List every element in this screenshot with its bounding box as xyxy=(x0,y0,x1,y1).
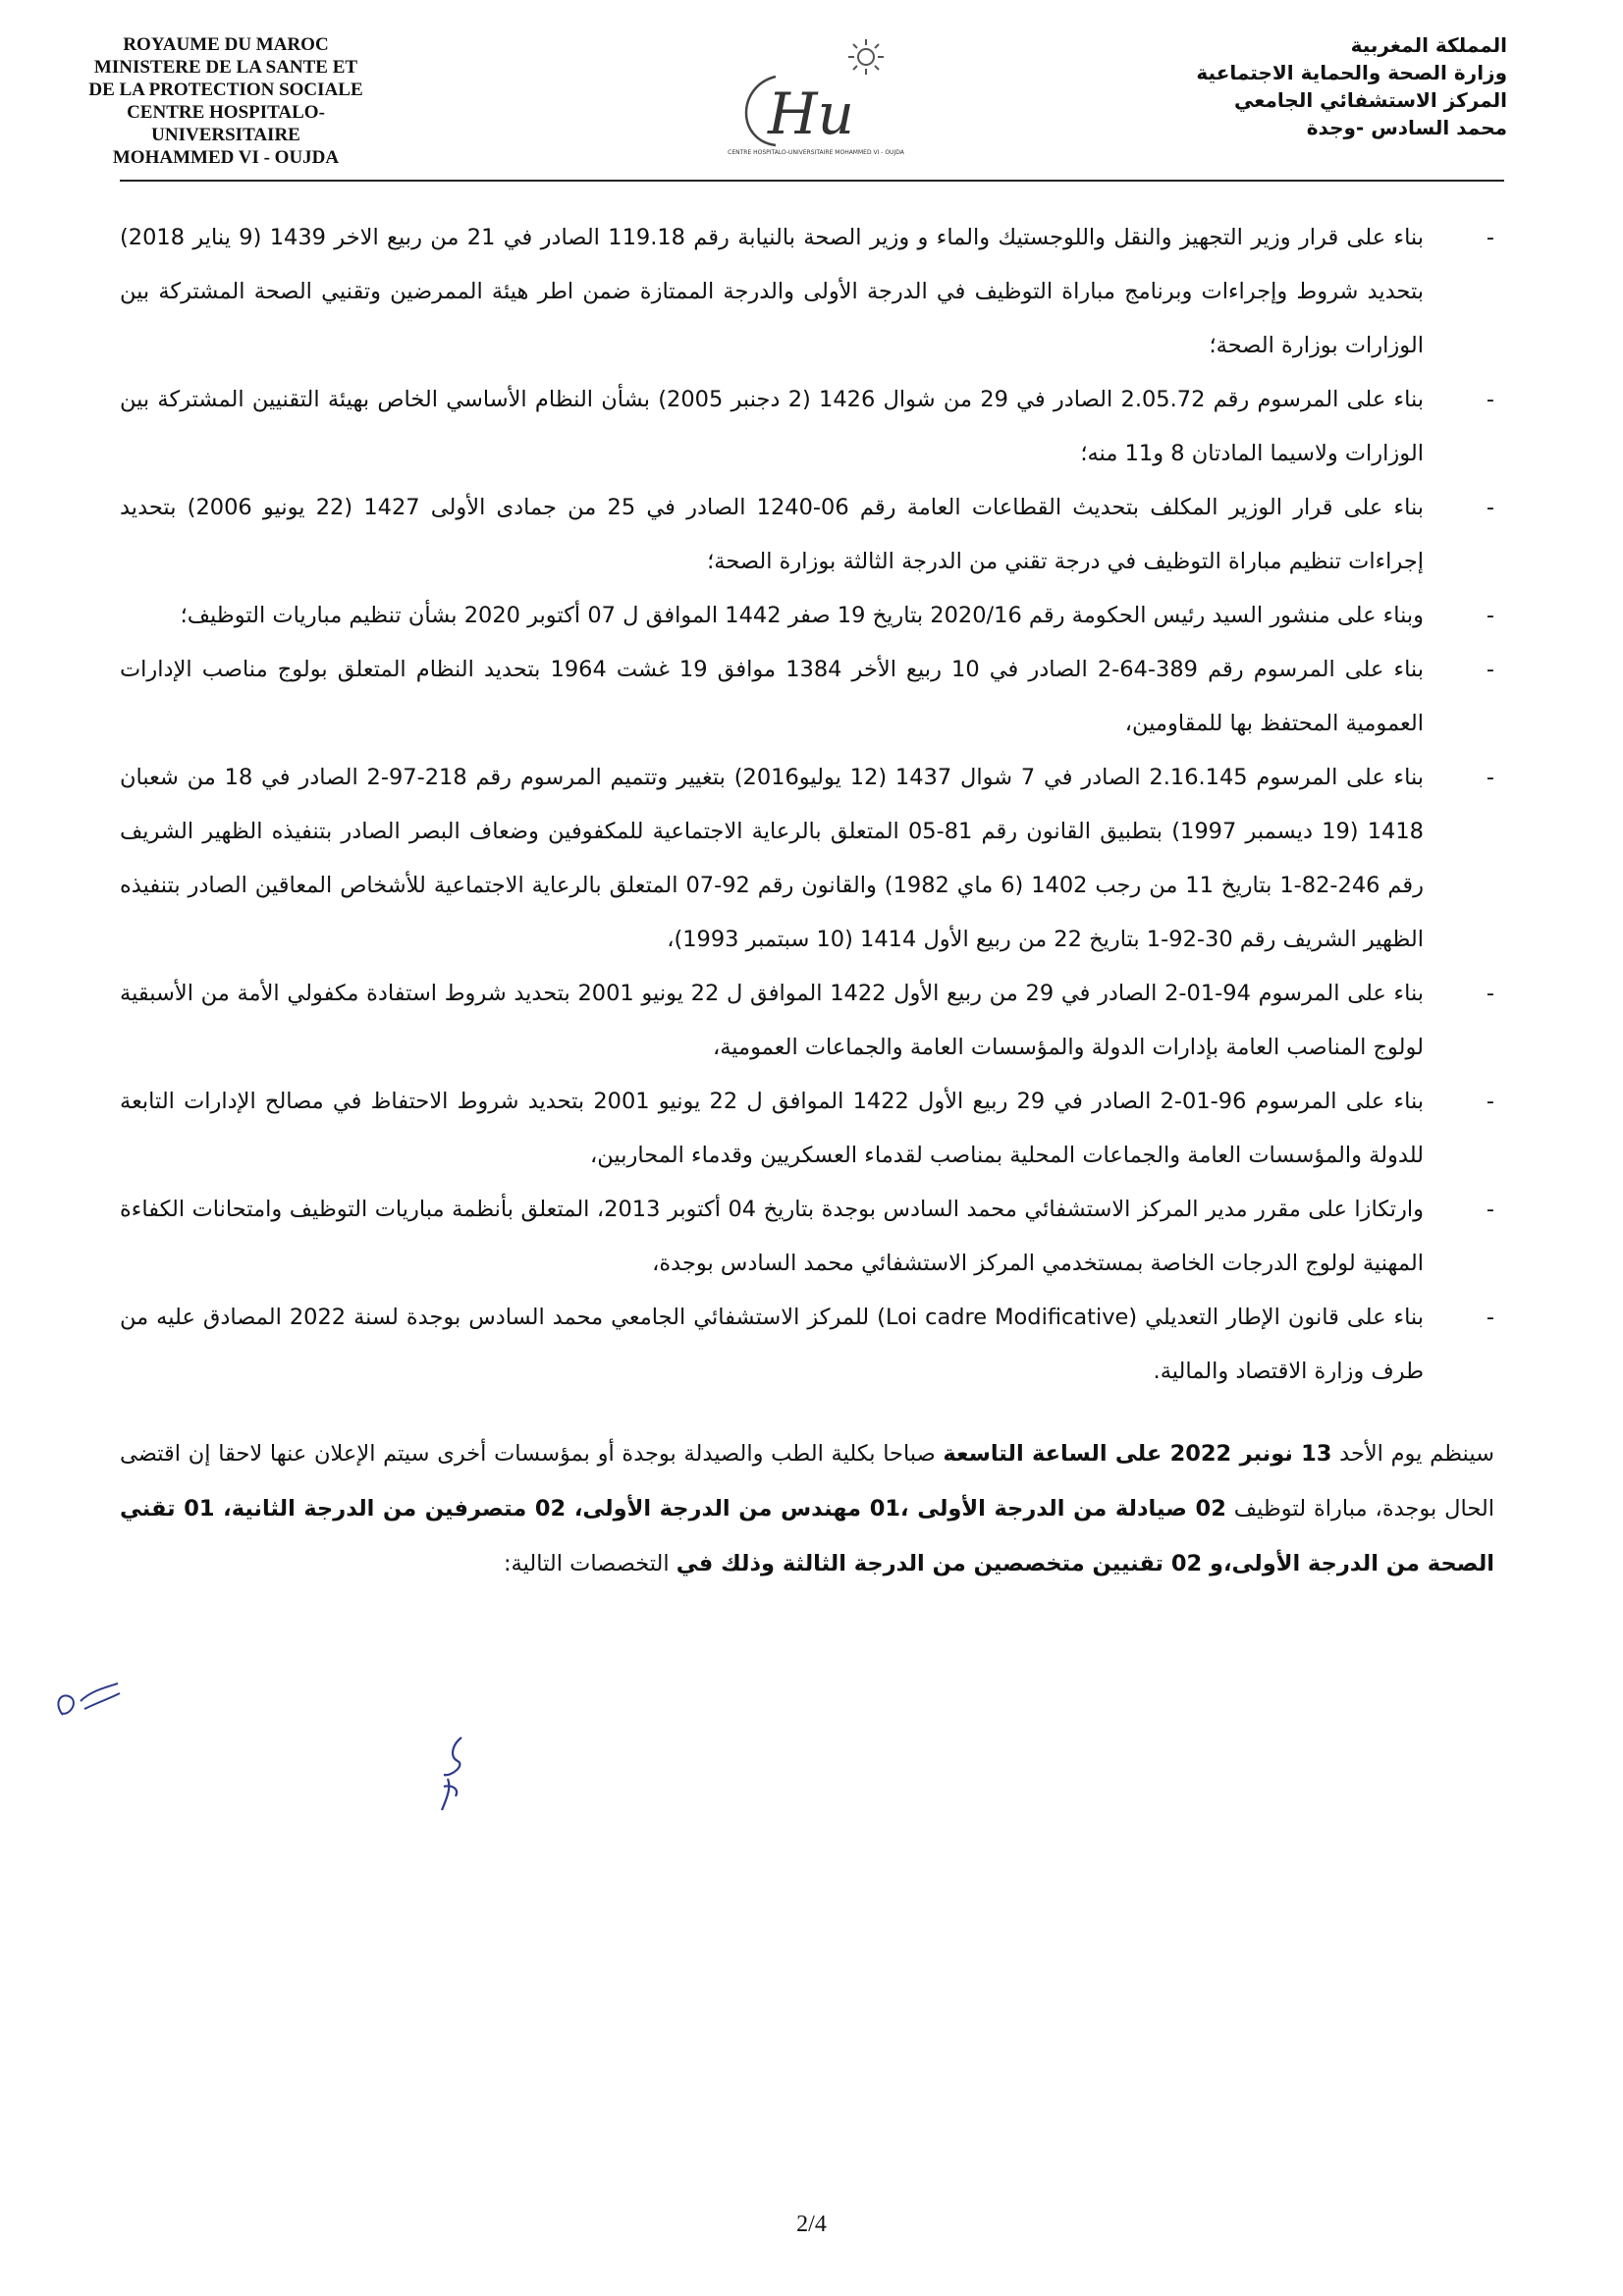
ar-line: وزارة الصحة والحماية الاجتماعية xyxy=(1196,61,1507,84)
dash-bullet: - xyxy=(1486,495,1494,520)
list-item-text: بناء على المرسوم رقم 389-64-2 الصادر في 10 ربيع الأخر 1384 موافق 19 غشت 1964 بتحديد النظام المتعلق بولوج مناصب الإدارات العمومية المحتفظ بها للمقاومين، xyxy=(120,657,1424,736)
fr-line: MINISTERE DE LA SANTE ET xyxy=(93,57,358,78)
dash-bullet: - xyxy=(1486,387,1494,412)
page-number: 2/4 xyxy=(796,2212,827,2237)
sun-icon xyxy=(848,39,884,75)
letterhead xyxy=(0,0,1623,182)
list-item-text: بناء على المرسوم 2.16.145 الصادر في 7 شوال 1437 (12 يوليو2016) بتغيير وتتميم المرسوم رقم 218-97-2 الصادر في 18 من شعبان 1418 (19 ديسمبر 1997) بتطبيق القانون رقم 81-05 المتعلق بالرعاية الاجتماعية للمكفوفين وضعاف البصر الصادر بتنفيذه الظهير الشريف رقم 246-82-1 بتاريخ 11 من رجب 1402 (6 ماي 1982) والقانون رقم 92-07 المتعلق بالرعاية الاجتماعية للأشخاص المعاقين الصادر بتنفيذه الظهير الشريف رقم 30-92-1 بتاريخ 22 من ربيع الأول 1414 (10 سبتمبر 1993)، xyxy=(120,765,1425,952)
list-item-text: بناء على المرسوم 94-01-2 الصادر في 29 من ربيع الأول 1422 الموافق ل 22 يونيو 2001 بتحديد شروط استفادة مكفولي الأمة من الأسبقية لولوج المناصب العامة بإدارات الدولة والمؤسسات العامة والجماعات العمومية، xyxy=(120,981,1424,1060)
list-item xyxy=(120,1075,1494,1183)
paragraph-text: صباحا بكلية الطب والصيدلة بوجدة أو بمؤسسات أخرى سيتم الإعلان عنها لاحقا إن اقتضى الحال بوجدة، مباراة لتوظيف xyxy=(120,1441,1494,1522)
dash-bullet: - xyxy=(1486,1089,1494,1114)
list-item-text: بناء على قانون الإطار التعديلي (Loi cadre Modificative) للمركز الاستشفائي الجامعي محمد السادس بوجدة لسنة 2022 المصادق عليه من طرف وزارة الاقتصاد والمالية. xyxy=(120,1305,1424,1384)
svg-text:Hu: Hu xyxy=(768,80,854,147)
paragraph-text: التخصصات التالية: xyxy=(503,1551,676,1576)
list-item xyxy=(120,211,1494,373)
handwritten-initial xyxy=(51,1674,130,1728)
list-item-text: بناء على قرار وزير التجهيز والنقل واللوجستيك والماء و وزير الصحة بالنيابة رقم 119.18 الصادر في 21 من ربيع الاخر 1439 (9 يناير 2018) بتحديد شروط وإجراءات وبرنامج مباراة التوظيف في الدرجة الأولى والدرجة الممتازة ضمن اطر هيئة الممرضين وتقنيي الصحة المشتركة بين الوزارات بوزارة الصحة؛ xyxy=(120,225,1424,358)
list-item xyxy=(120,643,1494,751)
ar-line: المملكة المغربية xyxy=(1350,33,1507,57)
dash-bullet: - xyxy=(1486,1197,1494,1222)
document-body xyxy=(120,211,1494,1614)
header-divider xyxy=(120,180,1504,182)
dash-bullet: - xyxy=(1486,981,1494,1006)
list-item xyxy=(120,1183,1494,1291)
ar-line: محمد السادس -وجدة xyxy=(1306,116,1507,139)
list-item-text: بناء على قرار الوزير المكلف بتحديث القطاعات العامة رقم 06-1240 الصادر في 25 من جمادى الأولى 1427 (22 يونيو 2006) بتحديد إجراءات تنظيم مباراة التوظيف في درجة تقني من الدرجة الثالثة بوزارة الصحة؛ xyxy=(120,495,1424,574)
french-institution-header xyxy=(79,33,373,169)
list-item-text: بناء على المرسوم رقم 2.05.72 الصادر في 29 من شوال 1426 (2 دجنبر 2005) بشأن النظام الأساسي الخاص بهيئة التقنيين المشتركة بين الوزارات ولاسيما المادتان 8 و11 منه؛ xyxy=(120,387,1425,466)
list-item xyxy=(120,481,1494,589)
fr-line: DE LA PROTECTION SOCIALE xyxy=(88,80,363,100)
arabic-institution-header xyxy=(1193,31,1507,141)
paragraph-text: سينظم يوم الأحد xyxy=(1331,1441,1494,1467)
fr-line: ROYAUME DU MAROC xyxy=(123,34,329,55)
logo-caption: CENTRE HOSPITALO-UNIVERSITAIRE MOHAMMED VI - OUJDA xyxy=(728,149,904,156)
list-item xyxy=(120,1291,1494,1399)
list-item xyxy=(120,967,1494,1075)
list-item xyxy=(120,373,1494,481)
dash-bullet: - xyxy=(1486,603,1494,628)
list-item xyxy=(120,751,1494,967)
list-item-text: بناء على المرسوم 96-01-2 الصادر في 29 ربيع الأول 1422 الموافق ل 22 يونيو 2001 بتحديد شروط الاحتفاظ في مصالح الإدارات التابعة للدولة والمؤسسات العامة والجماعات المحلية بمناصب لقدماء العسكريين وقدماء المحاربين، xyxy=(120,1089,1425,1168)
handwritten-signature xyxy=(422,1728,491,1816)
fr-line: CENTRE HOSPITALO-UNIVERSITAIRE xyxy=(127,102,325,145)
dash-bullet: - xyxy=(1486,225,1494,250)
fr-line: MOHAMMED VI - OUJDA xyxy=(112,147,340,168)
list-item-text: وبناء على منشور السيد رئيس الحكومة رقم 2020/16 بتاريخ 19 صفر 1442 الموافق ل 07 أكتوبر 2020 بشأن تنظيم مباريات التوظيف؛ xyxy=(180,603,1424,628)
dash-bullet: - xyxy=(1486,657,1494,682)
dash-bullet: - xyxy=(1486,1305,1494,1330)
paragraph-bold-positions: 02 صيادلة من الدرجة الأولى ،01 مهندس من الدرجة الأولى، 02 متصرفين من الدرجة الثانية، 01 تقني الصحة من الدرجة الأولى،و 02 تقنيين متخصصين من الدرجة الثالثة وذلك في xyxy=(120,1496,1494,1576)
dash-bullet: - xyxy=(1486,765,1494,790)
paragraph-bold-date: 13 نونبر 2022 على الساعة التاسعة xyxy=(943,1441,1332,1467)
legal-references-list xyxy=(120,211,1494,1399)
list-item-text: وارتكازا على مقرر مدير المركز الاستشفائي محمد السادس بوجدة بتاريخ 04 أكتوبر 2013، المتعلق بأنظمة مباريات التوظيف وامتحانات الكفاءة المهنية لولوج الدرجات الخاصة بمستخدمي المركز الاستشفائي محمد السادس بوجدة، xyxy=(120,1197,1424,1276)
list-item xyxy=(120,589,1494,643)
announcement-paragraph xyxy=(120,1426,1494,1591)
ar-line: المركز الاستشفائي الجامعي xyxy=(1234,88,1507,112)
